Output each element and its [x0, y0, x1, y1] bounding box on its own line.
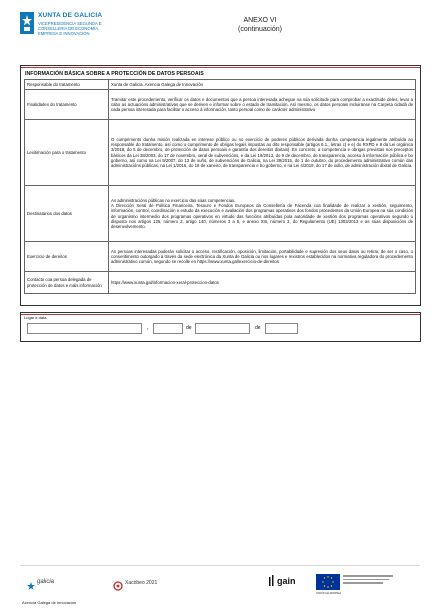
annex-title: ANEXO VI: [243, 17, 277, 24]
table-row: [25, 242, 416, 272]
galicia-logo-text: galicia: [37, 579, 55, 585]
row-label: Destinatarios dos datos: [25, 186, 109, 242]
place-comma: ,: [147, 325, 149, 331]
date-de-2: de: [255, 325, 261, 331]
org-line-3: EMPRESA E INNOVACIÓN: [38, 31, 90, 36]
gain-logo-icon: [268, 574, 276, 593]
galicia-logo-icon: [26, 578, 36, 596]
row-value: As administracións públicas no exercicio das súas competencias. A Dirección Xeral de Política Financeira, Tesouro e Fondos Europeos da Consellería de Facenda coa finalidade de realizar a xestión, seguimento, información, control, coordinación e estudo da execución e avaliación dos programas operativos dos fondos procedentes da Unión Europea na súa condición de organismo intermedio dos programas operativos en virtude das funcións atribuídas pola autoridade de xestión dos programas operativos segundo o disposto nos artigos 125, número 2, artigo 140, números 3 a 5, e anexo XIII, número 3, do Regulamento (UE) 1303/2013 e as súas disposicións de desenvolvemento.: [109, 186, 416, 242]
org-line-1: VICEPRESIDENCIA SEGUNDA E: [38, 21, 102, 26]
place-date-label: Lugar e data: [24, 315, 47, 320]
eu-fund-lines: [343, 575, 398, 584]
annex-subtitle: (continuación): [238, 26, 282, 33]
table-row: [25, 80, 416, 90]
row-label: Contacto coa persoa delegada de protección de datos e máis información: [25, 272, 109, 294]
date-de-1: de: [186, 325, 192, 331]
place-field[interactable]: [27, 323, 142, 334]
xacobeo-logo-text: Xacobeo 2021: [125, 580, 158, 586]
table-row: [25, 90, 416, 120]
org-name: XUNTA DE GALICIA: [38, 12, 103, 19]
org-line-2: CONSELLERÍA DE ECONOMÍA,: [38, 26, 100, 31]
row-value: https://www.xunta.gal/informacion-xeral-proteccion-datos: [109, 272, 416, 294]
gain-logo-text: gain: [277, 576, 296, 586]
row-value: O cumprimento dunha misión realizada en interese público ou no exercicio de poderes públicos derivada dunha competencia legalmente atribuída ao responsable do tratamento, así como o cumprimento de obrigas legais impostas ao dito responsable (artigos 6.1., letras c) e e) do RXPD e 8 da Lei orgánica 3/2018, do 5 de decembro, de protección de datos persoais e garantía dos dereitos dixitais). En concreto, a competencia e obrigas previstas nos preceptos básicos da Lei 38/2003, do 17 de novembro, xeral de subvencións, e da Lei 19/2013, do 9 de decembro, de transparencia, acceso á información pública e bo goberno, así como na Lei 9/2007, do 13 de xuño, de subvencións de Galicia, na Lei 39/2015, do 1 de outubro, do procedemento administrativo común das administracións públicas, na Lei 1/2016, do 18 de xaneiro, de transparencia e bo goberno, e na Lei 4/2019, do 17 de xullo, de administración dixital de Galicia.: [109, 120, 416, 186]
red-top-rule: [21, 67, 420, 68]
agency-name: Axencia Galega de Innovación: [22, 600, 77, 605]
table-row: [25, 272, 416, 294]
row-label: Responsable do tratamento: [25, 80, 109, 90]
row-label: Lexitimación para o tratamento: [25, 120, 109, 186]
day-field[interactable]: [153, 323, 183, 334]
table-row: [25, 120, 416, 186]
row-value: Tramitar este procedemento, verificar os datos e documentos que a persoa interesada achegue na súa solicitude para comprobar a exactitude deles, levar a cabo as actuacións administrativas que se deriven e informar sobre o estado de tramitación. Así mesmo, os datos persoais incluiranse na Carpeta cidadá de cada persoa interesada para facilitar o acceso á información, tanto persoal como de carácter administrativo: [109, 90, 416, 120]
year-field[interactable]: [265, 323, 298, 334]
xunta-logo-icon: [20, 12, 34, 34]
eu-text: UNIÓN EUROPEA: [316, 591, 342, 595]
table-row: [25, 186, 416, 242]
month-field[interactable]: [195, 323, 250, 334]
row-label: Exercicio de dereitos: [25, 242, 109, 272]
red-top-rule: [21, 314, 420, 315]
row-value: Xunta de Galicia. Axencia Galega de Innovación: [109, 80, 416, 90]
row-value: As persoas interesadas poderán solicitar o acceso, rectificación, oposición, limitación, portabilidade e supresión dos seus datos ou retirar, de ser o caso, o consentimento outorgado a través da sede electrónica da Xunta de Galicia ou nos lugares e rexistros establecidos na normativa reguladora do procedemento administrativo común, segundo se recolle en https://www.xunta.gal/exercicio-de-dereitos: [109, 242, 416, 272]
footer-divider: [20, 565, 420, 566]
section-title: INFORMACIÓN BÁSICA SOBRE A PROTECCIÓN DE DATOS PERSOAIS: [25, 71, 204, 77]
data-protection-table: [24, 79, 416, 294]
xacobeo-logo-icon: [113, 578, 123, 596]
row-label: Finalidades do tratamento: [25, 90, 109, 120]
